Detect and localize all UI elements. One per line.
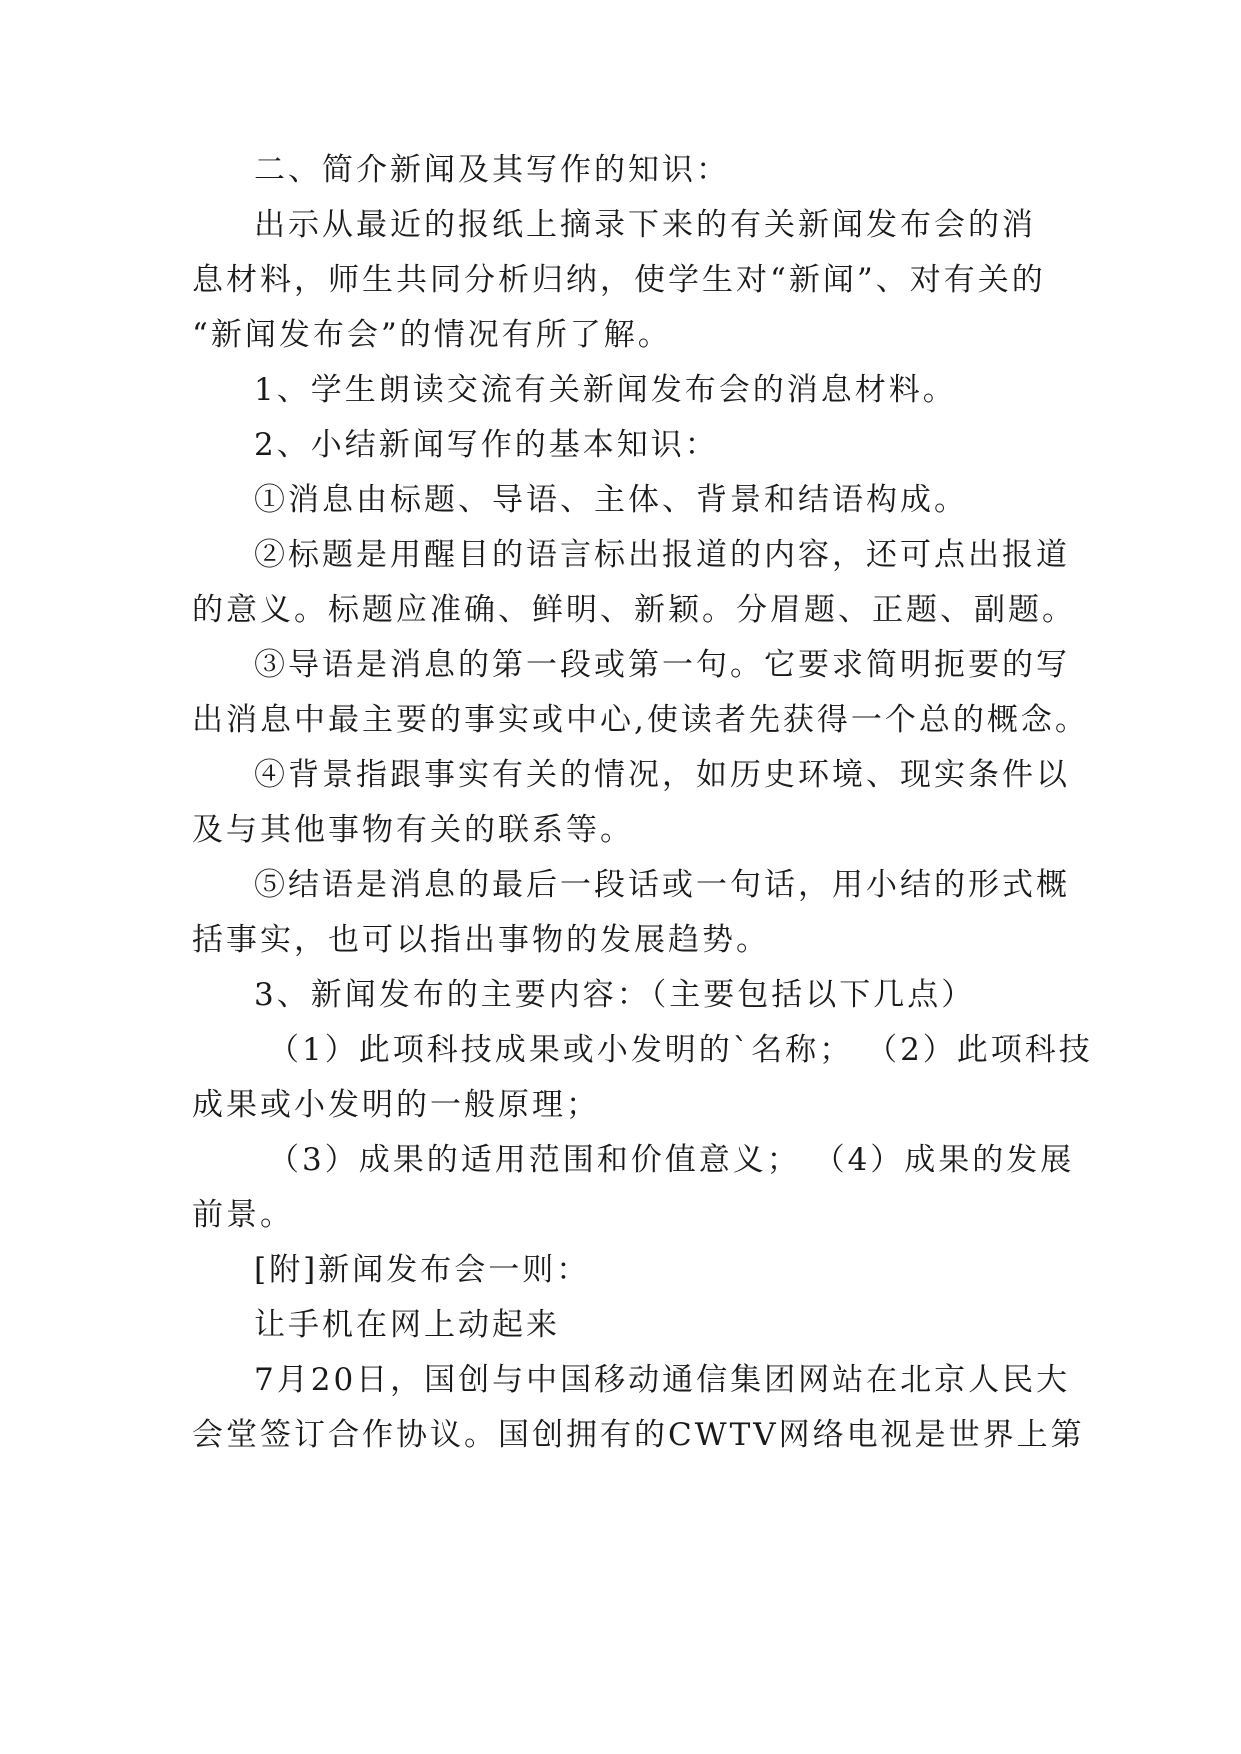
appendix-heading: [附]新闻发布会一则： [254, 1252, 591, 1288]
list-item: ②标题是用醒目的语言标出报道的内容，还可点出报道 [254, 537, 1070, 573]
paragraph-line: 的意义。标题应准确、鲜明、新颖。分眉题、正题、副题。 [192, 592, 1076, 628]
list-item: （1）此项科技成果或小发明的`名称； （2）此项科技 [268, 1032, 1093, 1068]
paragraph-line: 成果或小发明的一般原理； [192, 1087, 600, 1123]
news-title: 让手机在网上动起来 [254, 1307, 560, 1343]
section-heading: 二、简介新闻及其写作的知识： [254, 152, 730, 188]
paragraph-line: “新闻发布会”的情况有所了解。 [192, 317, 672, 353]
list-item: ④背景指跟事实有关的情况，如历史环境、现实条件以 [254, 757, 1070, 793]
list-item: （3）成果的适用范围和价值意义； （4）成果的发展 [268, 1142, 1075, 1178]
list-item: 3、新闻发布的主要内容：（主要包括以下几点） [254, 977, 976, 1013]
list-item: ⑤结语是消息的最后一段话或一句话，用小结的形式概 [254, 867, 1070, 903]
paragraph-line: 出消息中最主要的事实或中心,使读者先获得一个总的概念。 [192, 702, 1089, 738]
paragraph-line: 前景。 [192, 1197, 294, 1233]
list-item: ①消息由标题、导语、主体、背景和结语构成。 [254, 482, 968, 518]
paragraph-line: 括事实，也可以指出事物的发展趋势。 [192, 922, 770, 958]
list-item: ③导语是消息的第一段或第一句。它要求简明扼要的写 [254, 647, 1070, 683]
paragraph-line: 及与其他事物有关的联系等。 [192, 812, 634, 848]
paragraph-line: 息材料，师生共同分析归纳，使学生对“新闻”、对有关的 [192, 262, 1046, 298]
paragraph-line: 7月20日，国创与中国移动通信集团网站在北京人民大 [254, 1362, 1071, 1398]
paragraph-line: 出示从最近的报纸上摘录下来的有关新闻发布会的消 [254, 207, 1036, 243]
list-item: 1、学生朗读交流有关新闻发布会的消息材料。 [254, 372, 957, 408]
list-item: 2、小结新闻写作的基本知识： [254, 427, 719, 463]
paragraph-line: 会堂签订合作协议。国创拥有的CWTV网络电视是世界上第 [192, 1417, 1085, 1453]
